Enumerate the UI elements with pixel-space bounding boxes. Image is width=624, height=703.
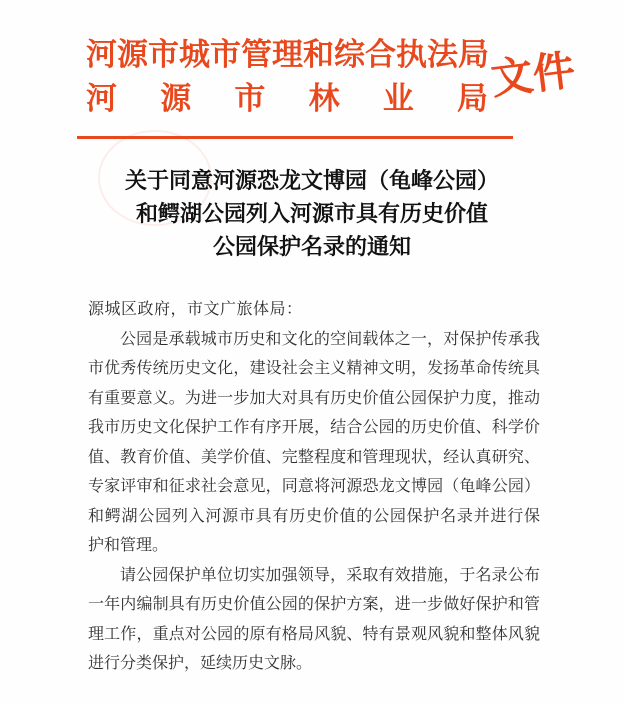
agency-name-line-2: 河源市林业局	[86, 81, 488, 116]
paragraphs-container	[88, 325, 540, 679]
body-paragraph-2-line-3: 理工作，重点对公园的原有格局风貌、特有景观风貌和整体风貌	[88, 625, 540, 643]
document-title-line-3: 公园保护名录的通知	[212, 234, 411, 259]
body-paragraph-1-line-1: 公园是承载城市历史和文化的空间载体之一，对保护传承我	[120, 330, 540, 348]
document-title	[0, 164, 624, 263]
body-paragraph-2-line-2: 一年内编制具有历史价值公园的保护方案，进一步做好保护和管	[88, 596, 540, 613]
document-body	[88, 295, 540, 679]
body-paragraph-2-line-1: 请公园保护单位切实加强领导，采取有效措施，于名录公布	[120, 566, 540, 584]
body-paragraph-1-line-7: 和鳄湖公园列入河源市具有历史价值的公园保护名录并进行保	[88, 507, 540, 525]
body-paragraph-2-line-4: 进行分类保护，延续历史文脉。	[88, 655, 313, 672]
agency-name-line-1: 河源市城市管理和综合执法局	[86, 37, 489, 72]
letterhead	[86, 33, 488, 121]
body-paragraph-1-line-8: 护和管理。	[88, 537, 169, 554]
doc-type-label: 文件	[488, 48, 578, 104]
document-title-line-2: 和鳄湖公园列入河源市具有历史价值	[135, 201, 488, 226]
body-paragraph-1-line-6: 专家评审和征求社会意见，同意将河源恐龙文博园（龟峰公园）	[88, 478, 540, 495]
document-title-line-1: 关于同意河源恐龙文博园（龟峰公园）	[124, 168, 499, 193]
salutation: 源城区政府，市文广旅体局：	[88, 301, 303, 318]
body-paragraph-1-line-4: 我市历史文化保护工作有序开展，结合公园的历史价值、科学价	[88, 419, 540, 436]
body-paragraph-1-line-3: 有重要意义。为进一步加大对具有历史价值公园保护力度，推动	[88, 389, 540, 407]
body-paragraph-1-line-5: 值、教育价值、美学价值、完整程度和管理现状，经认真研究、	[88, 448, 540, 466]
body-paragraph-1-line-2: 市优秀传统历史文化，建设社会主义精神文明，发扬革命传统具	[88, 360, 540, 377]
